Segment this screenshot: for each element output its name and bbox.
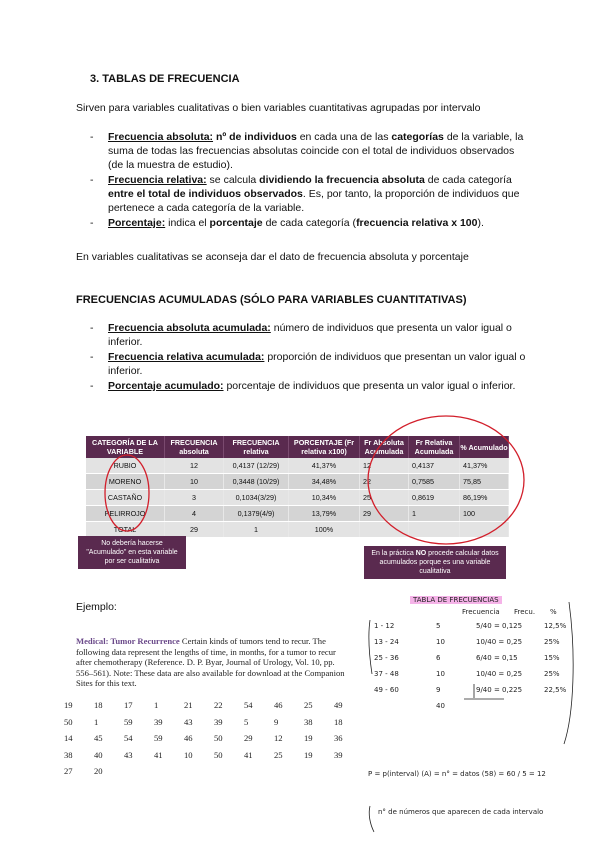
notes-line: P = p(interval) (A) = n° = datos (58) = 60 / 5 = 12 (368, 770, 546, 778)
cumulative-title: FRECUENCIAS ACUMULADAS (SÓLO PARA VARIABLES CUANTITATIVAS) (76, 294, 467, 306)
notes-cell: 25% (544, 670, 560, 678)
value: 17 (124, 700, 133, 710)
cell: 29 (360, 506, 409, 522)
cell: 10,34% (289, 490, 360, 506)
value: 19 (304, 733, 313, 743)
cell: CASTAÑO (86, 490, 165, 506)
data-row (64, 766, 364, 783)
value: 39 (214, 716, 223, 727)
value: 27 (64, 766, 73, 776)
notes-col-header: Frecu. (514, 608, 536, 616)
notes-cell: 13 - 24 (374, 638, 399, 646)
cell: 29 (165, 522, 224, 538)
value: 49 (334, 700, 343, 710)
data-row (64, 750, 364, 767)
text: ). (477, 217, 484, 229)
value: 50 (214, 749, 223, 760)
notes-cell: 9/40 = 0,225 (476, 686, 523, 694)
value: 38 (304, 716, 313, 727)
text: se calcula (206, 174, 260, 186)
text: en cada una de las (296, 131, 392, 143)
bold-text: NO (415, 550, 427, 557)
cell: 12 (165, 458, 224, 474)
cell: 1 (409, 506, 460, 522)
notes-cell: 12,5% (544, 622, 567, 630)
term: Frecuencia relativa acumulada: (108, 351, 265, 363)
section-intro: Sirven para variables cualitativas o bien variables cuantitativas agrupadas por intervalo (76, 102, 481, 114)
term: Frecuencia relativa: (108, 174, 207, 186)
term: Porcentaje: (108, 217, 166, 229)
cell: 0,1379(4/9) (224, 506, 289, 522)
text: de la variable, la suma de todas las frecuencias absolutas coincide con el total de individuos observados (de la muestra de estudio). (108, 131, 524, 171)
book-text: Certain kinds of tumors tend to recur. The following data represent the lengths of time, in months, for a tumor to recur after chemotherapy (Reference. D. P. Byar, Journal of Urology, Vol. 10, pp. 556–561). Note: These data are also available for download at the Companion Sites for this text. (76, 636, 345, 688)
notes-cell: 37 - 48 (374, 670, 399, 678)
text: indica el (165, 217, 210, 229)
value: 50 (214, 733, 223, 743)
cell: 0,4137 (12/29) (224, 458, 289, 474)
cell: 0,3448 (10/29) (224, 474, 289, 490)
value: 9 (274, 716, 279, 727)
list-item: - Porcentaje acumulado: porcentaje de individuos que presenta un valor igual o inferior. (90, 380, 516, 392)
text: de cada categoría ( (262, 217, 357, 229)
cell: 25 (360, 490, 409, 506)
value: 50 (64, 716, 73, 727)
circle-annotation (368, 416, 524, 544)
notes-cell: 25% (544, 638, 560, 646)
header-cell: Fr Relativa Acumulada (409, 436, 460, 458)
value: 25 (304, 700, 313, 710)
section-title: 3. TABLAS DE FRECUENCIA (90, 73, 240, 85)
value: 36 (334, 733, 343, 743)
value: 18 (334, 716, 343, 727)
cell: 0,4137 (409, 458, 460, 474)
value: 43 (184, 716, 193, 727)
value: 5 (244, 716, 249, 727)
notes-cell: 10/40 = 0,25 (476, 638, 523, 646)
value: 40 (94, 749, 103, 760)
value: 59 (124, 716, 133, 727)
header-cell: Fr Absoluta Acumulada (360, 436, 409, 458)
value: 14 (64, 733, 73, 743)
notes-cell: 10/40 = 0,25 (476, 670, 523, 678)
book-title: Medical: Tumor Recurrence (76, 636, 180, 646)
value: 1 (94, 716, 99, 727)
notes-cell: 5/40 = 0,125 (476, 622, 523, 630)
value: 41 (244, 749, 253, 760)
cell: 1 (224, 522, 289, 538)
data-row (64, 700, 364, 717)
value: 18 (94, 700, 103, 710)
cell: 41,37% (460, 458, 509, 474)
bold-text: entre el total de individuos observados (108, 188, 303, 200)
bold-text: frecuencia relativa x 100 (356, 217, 478, 229)
value: 10 (184, 749, 193, 760)
cell: 3 (165, 490, 224, 506)
example-label: Ejemplo: (76, 601, 117, 613)
value: 1 (154, 700, 159, 710)
value: 22 (214, 700, 223, 710)
notes-cell: 22,5% (544, 686, 567, 694)
notes-cell: 5 (436, 622, 441, 630)
notes-col-header: % (550, 608, 557, 616)
text: porcentaje de individuos que presenta un valor igual o inferior. (223, 380, 516, 392)
header-cell: PORCENTAJE (Fr relativa x100) (289, 436, 360, 458)
header-cell: FRECUENCIA absoluta (165, 436, 224, 458)
text: proporción de individuos que presentan un valor igual o inferior. (108, 351, 526, 377)
list-item: - Frecuencia relativa acumulada: proporción de individuos que presentan un valor igual o inferior. (90, 351, 526, 377)
handwritten-notes (364, 594, 594, 840)
list-item: - Frecuencia absoluta acumulada: número de individuos que presenta un valor igual o inferior. (90, 322, 512, 348)
cell: 0,8619 (409, 490, 460, 506)
list-item: - Frecuencia absoluta: nº de individuos en cada una de las categorías de la variable, la suma de todas las frecuencias absolutas coincide con el total de individuos observados (de la muestra de estudio). (90, 131, 524, 171)
text: . Es, por tanto, la proporción de individuos que pertenece a cada categoría de la variable. (108, 188, 520, 214)
value: 54 (124, 733, 133, 743)
value: 25 (274, 749, 283, 760)
cell: 22 (360, 474, 409, 490)
value: 39 (334, 749, 343, 760)
value: 46 (274, 700, 283, 710)
notes-cell: 6 (436, 654, 441, 662)
notes-total: 40 (436, 702, 445, 710)
cell: 0,1034(3/29) (224, 490, 289, 506)
bold-text: dividiendo la frecuencia absoluta (259, 174, 425, 186)
data-grid (64, 700, 364, 783)
cell: 75,85 (460, 474, 509, 490)
note-right (364, 546, 506, 579)
notes-title: TABLA DE FRECUENCIAS (410, 596, 502, 604)
cell: 100% (289, 522, 360, 538)
cell: PELIRROJO (86, 506, 165, 522)
value: 45 (94, 733, 103, 743)
header-cell: FRECUENCIA relativa (224, 436, 289, 458)
cell: 10 (165, 474, 224, 490)
value: 12 (274, 733, 283, 743)
data-row (64, 733, 364, 750)
cell: 4 (165, 506, 224, 522)
cell: TOTAL (86, 522, 165, 538)
cell: 12 (360, 458, 409, 474)
notes-cell: 25 - 36 (374, 654, 399, 662)
circle-annotation (105, 455, 149, 531)
value: 46 (184, 733, 193, 743)
value: 39 (154, 716, 163, 727)
list-item: - Frecuencia relativa: se calcula dividiendo la frecuencia absoluta de cada categoría entre el total de individuos observados. Es, por tanto, la proporción de individuos que pertenece a cada categoría de la variable. (90, 174, 520, 214)
term: Frecuencia absoluta acumulada: (108, 322, 271, 334)
cell: MORENO (86, 474, 165, 490)
notes-cell: 6/40 = 0,15 (476, 654, 518, 662)
book-excerpt (76, 636, 346, 689)
notes-cell: 15% (544, 654, 560, 662)
cell: 13,79% (289, 506, 360, 522)
bold-text: porcentaje (209, 217, 263, 229)
data-row (64, 717, 364, 734)
value: 19 (64, 700, 73, 710)
text: número de individuos que presenta un valor igual o inferior. (108, 322, 512, 348)
notes-cell: 10 (436, 638, 445, 646)
advice-text: En variables cualitativas se aconseja dar el dato de frecuencia absoluta y porcentaje (76, 251, 469, 263)
value: 21 (184, 700, 193, 710)
header-cell: CATEGORÍA DE LA VARIABLE (86, 436, 165, 458)
notes-cell: 10 (436, 670, 445, 678)
cell: 100 (460, 506, 509, 522)
cell: 86,19% (460, 490, 509, 506)
notes-cell: 1 - 12 (374, 622, 395, 630)
value: 19 (304, 749, 313, 760)
value: 54 (244, 700, 253, 710)
value: 38 (64, 749, 73, 760)
handwritten-strokes (364, 594, 594, 840)
value: 20 (94, 766, 103, 776)
term: Frecuencia absoluta: (108, 131, 214, 143)
cell: RUBIO (86, 458, 165, 474)
value: 43 (124, 749, 133, 760)
header-cell: % Acumulado (460, 436, 509, 458)
cell: 0,7585 (409, 474, 460, 490)
list-item: - Porcentaje: indica el porcentaje de cada categoría (frecuencia relativa x 100). (90, 217, 484, 229)
bold-text: nº de individuos (215, 131, 297, 143)
text: En la práctica (371, 550, 416, 557)
value: 59 (154, 733, 163, 743)
cell: 41,37% (289, 458, 360, 474)
cell: 34,48% (289, 474, 360, 490)
bold-text: categorías (391, 131, 444, 143)
text: procede calcular datos acumulados porque es una variable cualitativa (379, 550, 499, 575)
notes-cell: 49 - 60 (374, 686, 399, 694)
text: de cada categoría (424, 174, 512, 186)
value: 41 (154, 749, 163, 760)
notes-line: n° de números que aparecen de cada intervalo (378, 808, 544, 816)
value: 29 (244, 733, 253, 743)
term: Porcentaje acumulado: (108, 380, 224, 392)
notes-col-header: Frecuencia (462, 608, 500, 616)
note-left: No debería hacerse "Acumulado" en esta variable por ser cualitativa (78, 536, 186, 569)
notes-cell: 9 (436, 686, 441, 694)
